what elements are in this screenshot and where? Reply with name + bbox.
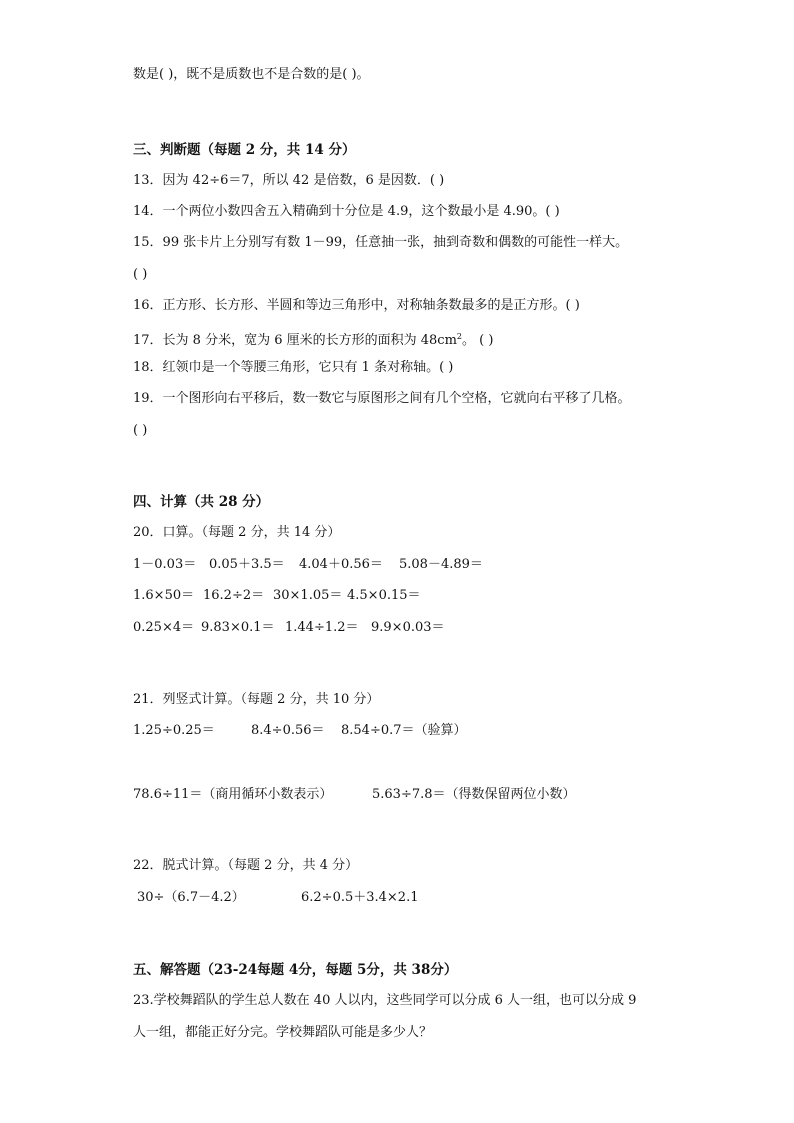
question-14: 14．一个两位小数四舍五入精确到十分位是 4.9，这个数最小是 4.90。( )	[133, 204, 560, 219]
superscript: 2	[456, 332, 462, 341]
calc-item: 78.6÷11＝（商用循环小数表示）	[133, 787, 333, 802]
calc-item: 4.5×0.15＝	[347, 588, 421, 603]
question-21: 21．列竖式计算。（每题 2 分，共 10 分）	[133, 692, 380, 707]
calc-item: 8.4÷0.56＝	[251, 723, 325, 738]
question-22: 22．脱式计算。（每题 2 分，共 4 分）	[133, 858, 359, 873]
calc-item: 5.63÷7.8＝（得数保留两位小数）	[372, 787, 576, 802]
calc-item: 16.2÷2＝	[203, 588, 265, 603]
question-23-cont: 人一组，都能正好分完。学校舞蹈队可能是多少人？	[133, 1025, 433, 1040]
question-17-text: 17．长为 8 分米，宽为 6 厘米的长方形的面积为 48cm	[133, 333, 457, 348]
text-line: 数是( )，既不是质数也不是合数的是( )。	[133, 67, 370, 82]
calc-item: 9.83×0.1＝	[201, 620, 275, 635]
section-heading: 五、解答题（23-24每题 4分，每题 5分，共 38分）	[133, 962, 458, 978]
section-heading: 三、判断题（每题 2 分，共 14 分）	[133, 142, 356, 158]
section-heading: 四、计算（共 28 分）	[133, 494, 270, 510]
calc-item: 30÷（6.7－4.2）	[137, 890, 245, 905]
calc-item: 9.9×0.03＝	[371, 620, 445, 635]
calc-item: 1.6×50＝	[133, 588, 195, 603]
calc-row	[133, 587, 421, 605]
question-16: 16．正方形、长方形、半圆和等边三角形中，对称轴条数最多的是正方形。( )	[133, 298, 580, 313]
question-20: 20．口算。（每题 2 分，共 14 分）	[133, 525, 341, 540]
calc-row	[133, 722, 467, 740]
question-19: 19．一个图形向右平移后，数一数它与原图形之间有几个空格，它就向右平移了几格。	[133, 391, 631, 406]
calc-row	[133, 556, 483, 574]
calc-row	[133, 786, 576, 804]
answer-blank: ( )	[133, 423, 148, 438]
answer-blank: ( )	[133, 267, 148, 282]
question-17	[133, 328, 493, 350]
calc-item: 5.08－4.89＝	[399, 557, 483, 572]
calc-item: 0.05＋3.5＝	[209, 557, 285, 572]
calc-item: 8.54÷0.7＝（验算）	[341, 723, 467, 738]
question-17-tail: 。 ( )	[462, 333, 494, 348]
question-13: 13．因为 42÷6＝7，所以 42 是倍数，6 是因数．( )	[133, 173, 445, 188]
calc-item: 0.25×4＝	[133, 620, 195, 635]
question-18: 18．红领巾是一个等腰三角形，它只有 1 条对称轴。( )	[133, 360, 454, 375]
question-23: 23.学校舞蹈队的学生总人数在 40 人以内，这些同学可以分成 6 人一组，也可以分成 9	[133, 993, 637, 1008]
calc-item: 4.04＋0.56＝	[299, 557, 383, 572]
calc-item: 6.2÷0.5＋3.4×2.1	[301, 890, 419, 905]
question-15: 15．99 张卡片上分别写有数 1－99，任意抽一张，抽到奇数和偶数的可能性一样大。	[133, 235, 629, 250]
calc-item: 1.25÷0.25＝	[133, 723, 215, 738]
calc-item: 30×1.05＝	[273, 588, 343, 603]
calc-item: 1－0.03＝	[133, 557, 197, 572]
calc-row	[133, 619, 445, 637]
calc-row	[137, 889, 418, 907]
calc-item: 1.44÷1.2＝	[285, 620, 359, 635]
